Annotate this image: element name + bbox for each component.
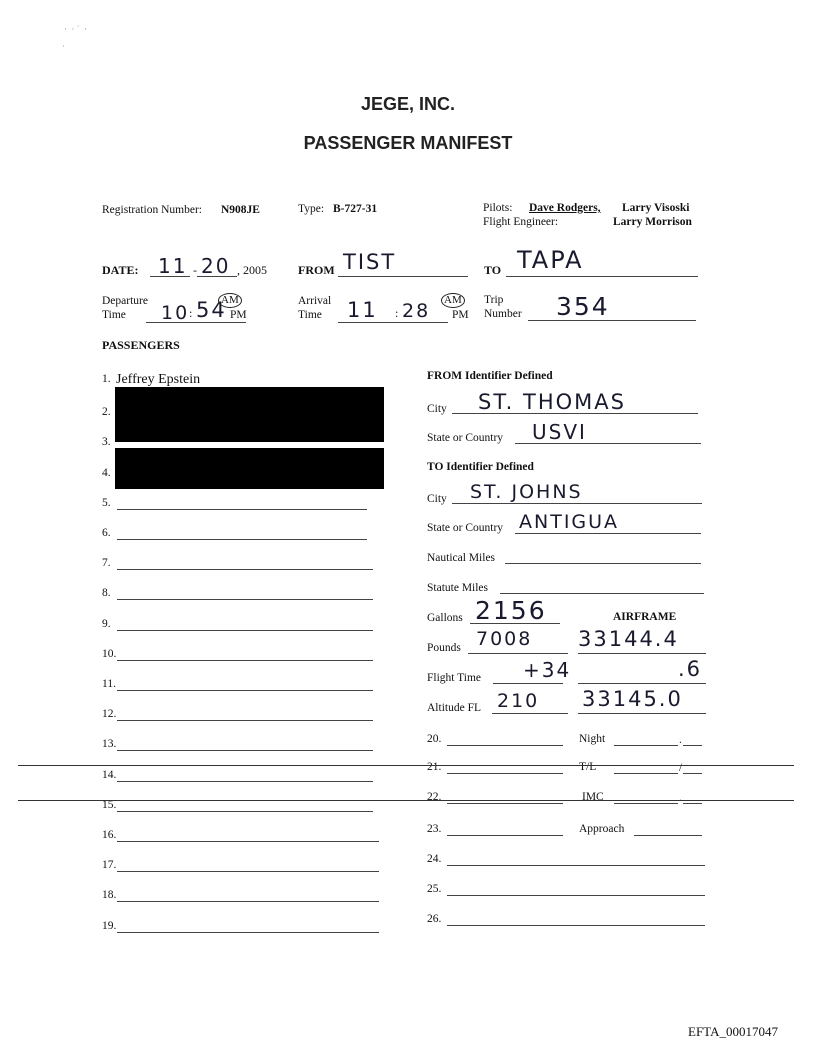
scan-specks: · ⋅ ˙ · [64, 24, 88, 34]
redaction-box [115, 448, 384, 489]
passenger-line [117, 720, 373, 721]
trip-number: 354 [556, 292, 610, 321]
passenger-line [117, 630, 373, 631]
passenger-number: 19. [102, 920, 117, 932]
from-value: TIST [343, 250, 397, 274]
departure-line [146, 322, 246, 323]
trip-line [528, 320, 696, 321]
airframe-value-1: 33144.4 [578, 627, 679, 651]
passenger-number: 4. [102, 467, 111, 479]
passenger-line [117, 781, 373, 782]
pounds-label: Pounds [427, 642, 461, 654]
departure-pm: PM [230, 309, 247, 321]
to-line [506, 276, 698, 277]
strike-line [18, 765, 794, 766]
passenger-number: 6. [102, 527, 111, 539]
from-identifier-heading: FROM Identifier Defined [427, 370, 553, 382]
passenger-line [117, 750, 373, 751]
to-city-label: City [427, 493, 447, 505]
extra-row-value-line [614, 773, 702, 774]
extra-row-number: 23. [427, 823, 442, 835]
extra-row-number: 20. [427, 733, 442, 745]
passenger-line [117, 811, 373, 812]
departure-am-circled [218, 290, 242, 308]
flight-time-value: +34 [523, 658, 572, 682]
type-label: Type: [298, 203, 325, 215]
passenger-number: 10. [102, 648, 117, 660]
from-state-line [515, 443, 701, 444]
date-label: DATE: [102, 263, 139, 277]
form-title: PASSENGER MANIFEST [303, 133, 513, 153]
extra-row-label: Night [579, 733, 606, 745]
flight-engineer-value: Larry Morrison [613, 216, 692, 228]
airframe-heading: AIRFRAME [613, 611, 677, 623]
from-city-value: ST. THOMAS [478, 390, 626, 414]
airframe-line-3 [578, 713, 706, 714]
airframe-line-1 [578, 653, 706, 654]
statute-miles-label: Statute Miles [427, 582, 489, 594]
extra-row-number: 21. [427, 761, 442, 773]
to-state-line [515, 533, 701, 534]
extra-row-line [447, 895, 705, 896]
type-value: B-727-31 [333, 203, 378, 215]
to-state-label: State or Country [427, 522, 504, 534]
extra-row-label: IMC [582, 791, 604, 803]
trip-label-1: Trip [484, 294, 504, 306]
departure-colon: : [189, 306, 193, 320]
to-city-value: ST. JOHNS [470, 481, 583, 503]
to-identifier-heading: TO Identifier Defined [427, 461, 534, 473]
passenger-line [117, 841, 379, 842]
arrival-label-2: Time [298, 309, 322, 321]
extra-row-number: 22. [427, 791, 442, 803]
arrival-hour: 11 [347, 298, 378, 322]
scan-speck: ˙ [62, 44, 65, 54]
gallons-line [470, 623, 560, 624]
gallons-value: 2156 [475, 596, 547, 625]
gallons-label: Gallons [427, 612, 463, 624]
passenger-number: 14. [102, 769, 117, 781]
from-line [338, 276, 468, 277]
departure-am: AM [218, 293, 242, 308]
passenger-number: 12. [102, 708, 117, 720]
from-city-line [452, 413, 698, 414]
pounds-line [468, 653, 568, 654]
passenger-name: Jeffrey Epstein [116, 372, 201, 387]
extra-row-value-line [634, 835, 702, 836]
departure-label-2: Time [102, 309, 126, 321]
passenger-number: 16. [102, 829, 117, 841]
departure-label-1: Departure [102, 295, 148, 307]
passenger-number: 9. [102, 618, 111, 630]
to-city-line [452, 503, 702, 504]
arrival-label-1: Arrival [298, 295, 332, 307]
to-label: TO [484, 263, 502, 277]
arrival-am: AM [441, 293, 465, 308]
extra-row-line [447, 745, 563, 746]
extra-row-number: 25. [427, 883, 442, 895]
arrival-pm: PM [452, 309, 469, 321]
departure-hour: 10 [161, 302, 190, 324]
pilots-label: Pilots: [483, 202, 513, 214]
arrival-label [298, 294, 331, 322]
airframe-line-2 [578, 683, 706, 684]
footer-document-id: EFTA_00017047 [688, 1024, 778, 1039]
extra-row-number: 24. [427, 853, 442, 865]
departure-minute: 54 [196, 298, 227, 322]
from-label: FROM [298, 263, 335, 277]
flight-time-label: Flight Time [427, 672, 482, 684]
date-month: 11 [158, 254, 188, 278]
from-city-label: City [427, 403, 447, 415]
arrival-line [338, 322, 448, 323]
altitude-value: 210 [497, 690, 540, 712]
flight-time-line [493, 683, 563, 684]
flight-engineer-label: Flight Engineer: [483, 216, 559, 228]
extra-row-value-line [614, 803, 702, 804]
date-month-line [150, 276, 190, 277]
passenger-number: 7. [102, 557, 111, 569]
to-state-value: ANTIGUA [519, 511, 620, 533]
extra-row-label: T/L [579, 761, 597, 773]
trip-label [484, 293, 522, 321]
airframe-value-2: .6 [678, 657, 703, 681]
extra-row-line [447, 865, 705, 866]
airframe-value-3: 33145.0 [582, 687, 683, 711]
from-state-value: USVI [532, 420, 587, 444]
passenger-line [117, 932, 379, 933]
date-year: , 2005 [237, 263, 267, 277]
passenger-line [117, 690, 373, 691]
trip-label-2: Number [484, 308, 522, 320]
extra-row-label: Approach [579, 823, 625, 835]
registration-label: Registration Number: [102, 204, 202, 216]
extra-row-value-line [614, 745, 702, 746]
date-day-line [197, 276, 237, 277]
passenger-number: 3. [102, 436, 111, 448]
passenger-number: 18. [102, 889, 117, 901]
arrival-colon: : [395, 306, 399, 320]
redaction-box [115, 387, 384, 442]
passenger-line [117, 539, 367, 540]
passenger-line [117, 509, 367, 510]
nautical-miles-label: Nautical Miles [427, 552, 496, 564]
passenger-number: 1. [102, 373, 111, 385]
extra-row-separator: . [679, 734, 682, 746]
passenger-line [117, 569, 373, 570]
passenger-number: 11. [102, 678, 116, 690]
altitude-label: Altitude FL [427, 702, 481, 714]
extra-row-separator: / [679, 762, 683, 774]
arrival-am-circled [441, 290, 465, 308]
registration-value: N908JE [221, 204, 260, 216]
passenger-number: 17. [102, 859, 117, 871]
passenger-number: 5. [102, 497, 111, 509]
pilot-2: Larry Visoski [622, 202, 690, 214]
passengers-heading: PASSENGERS [102, 338, 180, 352]
passenger-line [117, 599, 373, 600]
extra-row-number: 26. [427, 913, 442, 925]
passenger-line [117, 901, 379, 902]
extra-row-line [447, 773, 563, 774]
date-day: 20 [201, 254, 231, 278]
passenger-number: 15. [102, 799, 117, 811]
to-value: TAPA [517, 246, 584, 274]
date-separator: - [193, 263, 197, 277]
extra-row-line [447, 803, 563, 804]
nautical-miles-line [505, 563, 701, 564]
extra-row-line [447, 835, 563, 836]
altitude-line [492, 713, 568, 714]
passenger-number: 8. [102, 587, 111, 599]
extra-row-line [447, 925, 705, 926]
departure-label [102, 294, 148, 322]
from-state-label: State or Country [427, 432, 504, 444]
extra-row-separator: . [679, 792, 682, 804]
passenger-number: 13. [102, 738, 117, 750]
passenger-line [117, 660, 373, 661]
passenger-line [117, 871, 379, 872]
statute-miles-line [500, 593, 704, 594]
strike-line [18, 800, 794, 801]
company-name: JEGE, INC. [360, 94, 456, 114]
pounds-value: 7008 [476, 628, 533, 650]
passenger-number: 2. [102, 406, 111, 418]
arrival-minute: 28 [402, 300, 431, 322]
pilot-1: Dave Rodgers, [529, 202, 601, 214]
